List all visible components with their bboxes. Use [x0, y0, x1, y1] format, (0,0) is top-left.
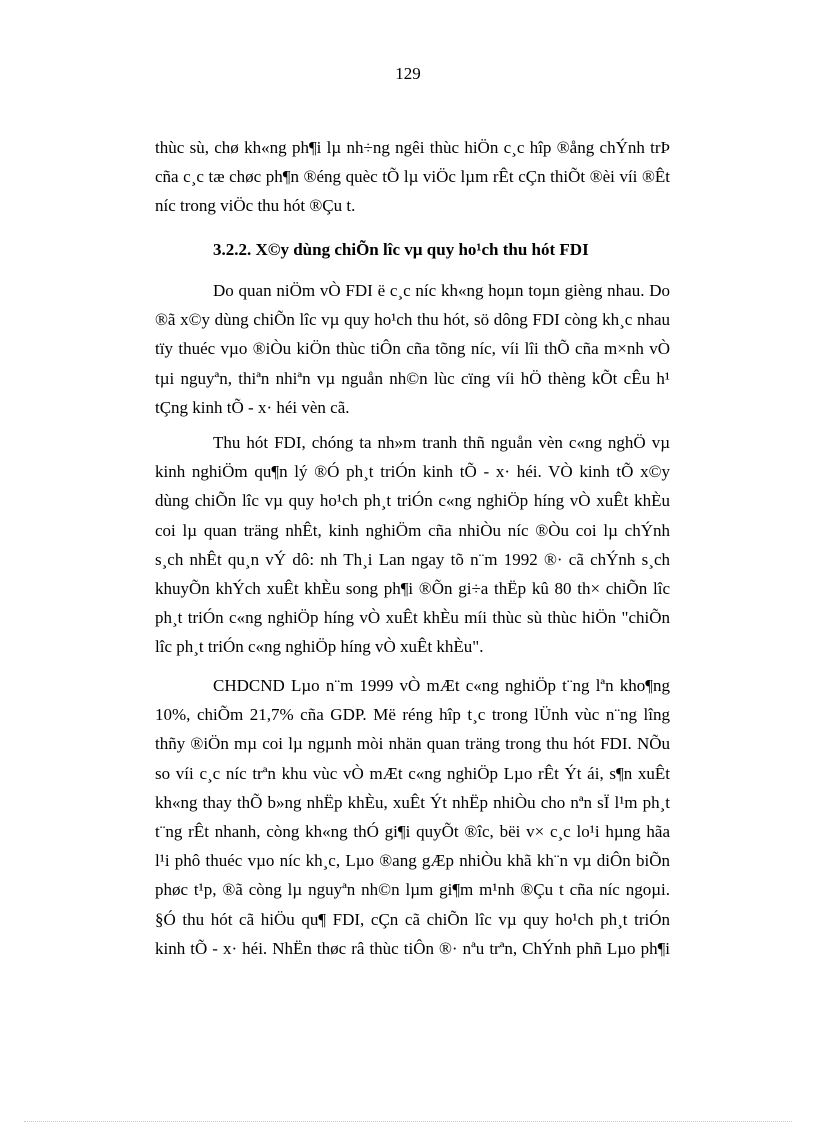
paragraph-laos — [155, 671, 670, 963]
page-number: 129 — [395, 64, 421, 83]
text-line: tµi nguyªn, thiªn nhiªn vµ nguån nh©n lùc cïng víi hÖ thèng kÕt cÊu h¹ — [155, 368, 670, 388]
text-line: tÇng kinh tÕ - x· héi vèn cã. — [155, 397, 350, 417]
text-line: kh«ng thay thÕ b»ng nhËp khÈu, xuÊt Ýt nhËp nhiÒu cho nªn sÏ l¹m ph¸t — [155, 792, 670, 812]
text-line: cña c¸c tæ chøc ph¶n ®éng quèc tÕ lµ viÖc lµm rÊt cÇn thiÕt ®èi víi ®Êt — [155, 167, 670, 187]
text-line: coi lµ quan träng nhÊt, kinh nghiÖm cña nhiÒu níc ®Òu coi lµ chÝnh — [155, 520, 670, 540]
text-line: ph¸t triÓn c«ng nghiÖp híng vÒ xuÊt khÈu míi thùc sù thùc hiÖn "chiÕn — [155, 608, 670, 628]
text-line: so víi c¸c níc trªn khu vùc vÒ mÆt c«ng nghiÖp Lµo rÊt Ýt ái, s¶n xuÊt — [155, 763, 670, 783]
text-line: Thu hót FDI, chóng ta nh»m tranh thñ nguån vèn c«ng nghÖ vµ — [213, 433, 670, 452]
paragraph-attraction — [155, 428, 670, 662]
text-line: ®ã x©y dùng chiÕn lîc vµ quy ho¹ch thu hót, sö dông FDI còng kh¸c nhau — [155, 310, 670, 330]
text-line: Do quan niÖm vÒ FDI ë c¸c níc kh«ng hoµn toµn gièng nhau. Do — [213, 281, 670, 300]
text-line: kinh nghiÖm qu¶n lý ®Ó ph¸t triÓn kinh tÕ - x· héi. VÒ kinh tÕ x©y — [155, 462, 670, 482]
text-line: lîc ph¸t triÓn c«ng nghiÖp híng vÒ xuÊt khÈu". — [155, 637, 484, 657]
text-line: thùc sù, chø kh«ng ph¶i lµ nh÷ng ngêi thùc hiÖn c¸c hîp ®ång chÝnh trÞ — [155, 138, 670, 157]
text-line: kinh tÕ - x· héi. NhËn thøc râ thùc tiÔn ®· nªu trªn, ChÝnh phñ Lµo ph¶i — [155, 938, 670, 958]
text-line: dùng chiÕn lîc vµ quy ho¹ch ph¸t triÓn c«ng nghiÖp híng vÒ xuÊt khÈu — [155, 491, 670, 511]
text-line: s¸ch nhÊt qu¸n vÝ dô: nh Th¸i Lan ngay tõ n¨m 1992 ®· cã chÝnh s¸ch — [155, 549, 670, 569]
text-line: t¨ng rÊt nhanh, còng kh«ng thÓ gi¶i quyÕt ®îc, bëi v× c¸c lo¹i hµng hãa — [155, 822, 670, 842]
intro-paragraph — [155, 133, 670, 221]
text-line: §Ó thu hót cã hiÖu qu¶ FDI, cÇn cã chiÕn lîc vµ quy ho¹ch ph¸t triÓn — [155, 909, 670, 929]
text-line: níc trong viÖc thu hót ®Çu t. — [155, 196, 356, 216]
text-line: khuyÕn khÝch xuÊt khÈu song ph¶i ®Õn gi÷a thËp kû 80 th× chiÕn lîc — [155, 579, 670, 599]
section-heading: 3.2.2. X©y dùng chiÕn lîc vµ quy ho¹ch thu hót FDI — [213, 240, 589, 259]
text-line: 10%, chiÕm 21,7% cña GDP. Më réng hîp t¸c trong lÜnh vùc n¨ng lîng — [155, 705, 670, 725]
paragraph-strategy — [155, 276, 670, 422]
text-line: thñy ®iÖn mµ coi lµ ngµnh mòi nhän quan träng trong thu hót FDI. NÕu — [155, 734, 670, 754]
text-line: phøc t¹p, ®ã còng lµ nguyªn nh©n lµm gi¶m m¹nh ®Çu t cña níc ngoµi. — [155, 880, 670, 900]
text-line: CHDCND Lµo n¨m 1999 vÒ mÆt c«ng nghiÖp t¨ng lªn kho¶ng — [213, 676, 670, 695]
page-bottom-rule — [24, 1121, 792, 1122]
text-line: l¹i phô thuéc vµo níc kh¸c, Lµo ®ang gÆp nhiÒu khã kh¨n vµ diÔn biÕn — [155, 851, 670, 871]
text-line: tïy thuéc vµo ®iÒu kiÖn thùc tiÔn cña tõng níc, víi lîi thÕ cña m×nh vÒ — [155, 339, 670, 359]
